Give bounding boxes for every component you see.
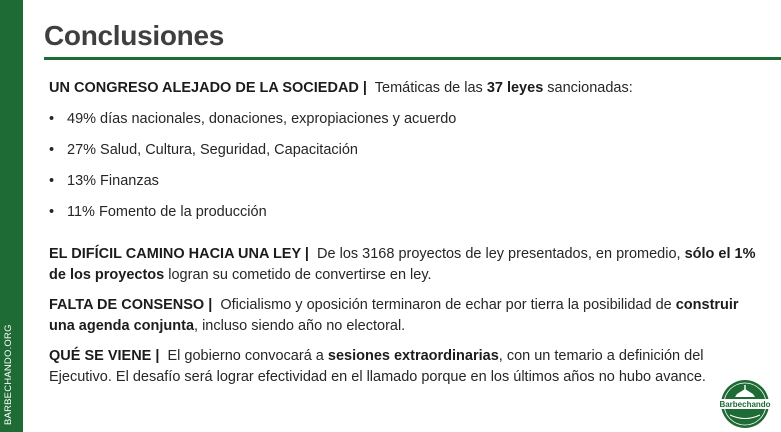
section-consenso-text-end: , incluso siendo año no electoral. bbox=[194, 318, 406, 334]
logo-spire bbox=[744, 385, 745, 390]
list-item: • 27% Salud, Cultura, Seguridad, Capacitación bbox=[49, 140, 764, 161]
section-camino-text: De los 3168 proyectos de ley presentados, en promedio, bbox=[317, 246, 685, 262]
section-consenso-text: Oficialismo y oposición terminaron de echar por tierra la posibilidad de bbox=[220, 297, 676, 313]
section-congreso-bold: 37 leyes bbox=[486, 80, 544, 96]
section-congreso bbox=[49, 78, 764, 99]
section-consenso bbox=[49, 295, 764, 337]
logo-text: Barbechando bbox=[719, 400, 771, 409]
topics-list bbox=[49, 109, 764, 223]
section-que-viene-label: QUÉ SE VIENE | bbox=[49, 348, 160, 364]
section-consenso-label: FALTA DE CONSENSO | bbox=[49, 297, 213, 313]
slide-content bbox=[49, 78, 764, 397]
section-camino bbox=[49, 244, 764, 286]
list-item: • 49% días nacionales, donaciones, expropiaciones y acuerdo bbox=[49, 109, 764, 130]
side-bar bbox=[0, 0, 23, 432]
section-camino-label: EL DIFÍCIL CAMINO HACIA UNA LEY | bbox=[49, 246, 309, 262]
title-underline bbox=[44, 57, 781, 60]
section-consenso-bold: construir una agenda conjunta bbox=[49, 297, 739, 334]
section-que-viene bbox=[49, 346, 764, 388]
side-url-text: BARBECHANDO.ORG bbox=[3, 324, 14, 425]
list-item: • 11% Fomento de la producción bbox=[49, 202, 764, 223]
section-congreso-label: UN CONGRESO ALEJADO DE LA SOCIEDAD | bbox=[49, 80, 367, 96]
section-que-viene-text-end: , con un temario a definición del Ejecutivo. El desafío será lograr efectividad en el llamado porque en los últimos años no hubo avance. bbox=[49, 348, 706, 385]
section-que-viene-bold: sesiones extraordinarias bbox=[327, 348, 499, 364]
barbechando-logo bbox=[716, 376, 774, 430]
list-item: • 13% Finanzas bbox=[49, 171, 764, 192]
section-congreso-text: Temáticas de las bbox=[374, 80, 487, 96]
section-camino-bold: sólo el 1% de los proyectos bbox=[49, 246, 756, 283]
page-title: Conclusiones bbox=[44, 20, 224, 51]
section-camino-text-end: logran su cometido de convertirse en ley. bbox=[164, 267, 432, 283]
section-que-viene-text: El gobierno convocará a bbox=[167, 348, 328, 364]
section-congreso-text-end: sancionadas: bbox=[543, 80, 633, 96]
